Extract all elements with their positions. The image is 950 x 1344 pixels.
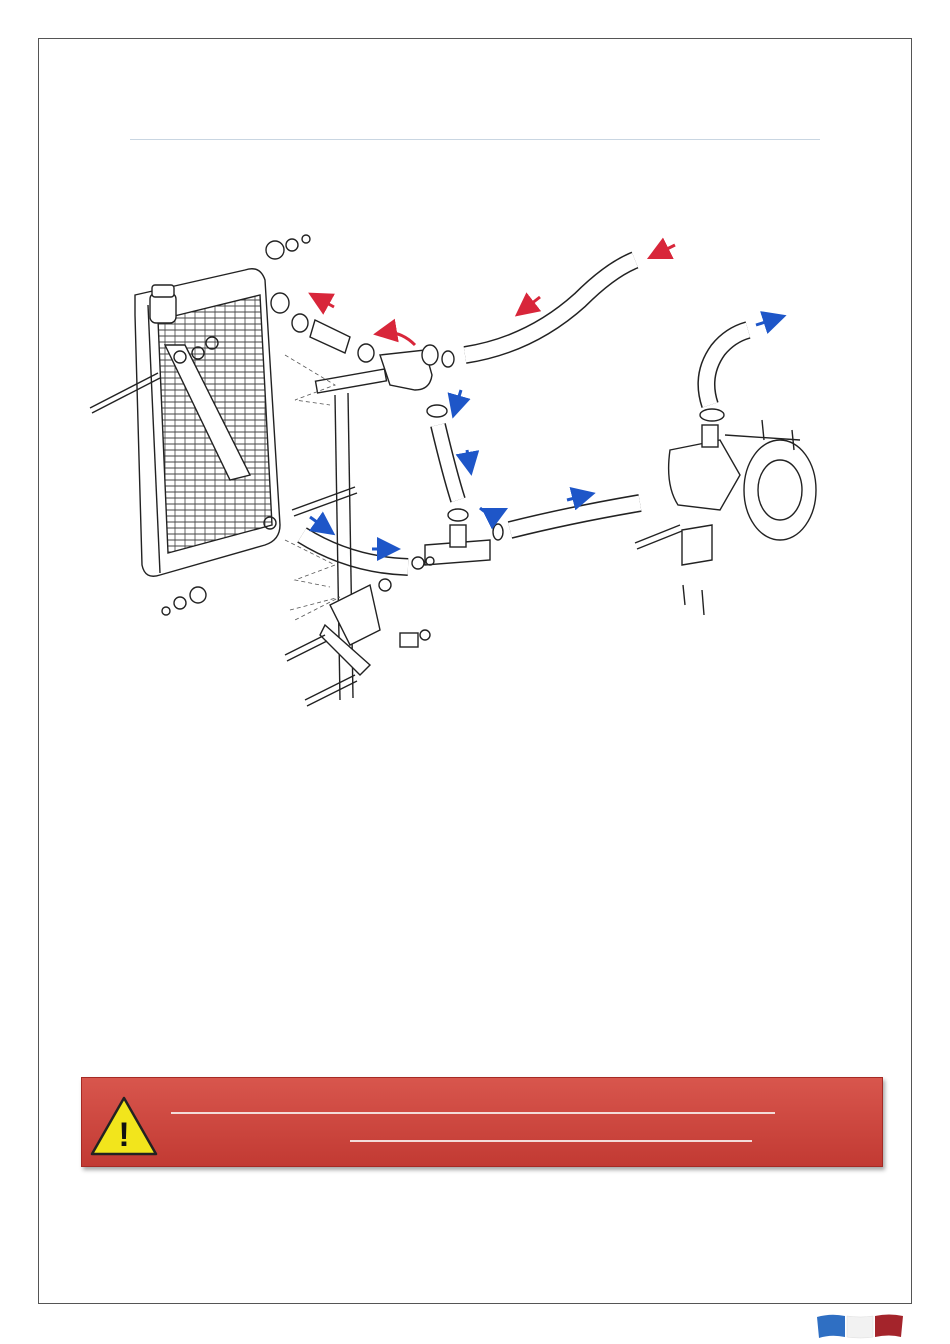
water-pump [635, 420, 816, 615]
thermostat-housing [380, 345, 454, 390]
hot-flow-arrow [522, 297, 540, 311]
warning-text-line [171, 1112, 775, 1114]
hot-flow-arrow [382, 333, 415, 346]
warning-text-line [350, 1140, 752, 1142]
cold-flow-arrow [480, 508, 500, 514]
cold-flow-arrow [467, 450, 470, 467]
cold-flow-arrow [310, 517, 328, 530]
cold-flow-arrow [756, 318, 778, 325]
hot-flow-arrow [316, 297, 334, 307]
french-flag-icon [815, 1313, 905, 1339]
warning-triangle-icon [88, 1094, 160, 1158]
warning-banner [81, 1077, 883, 1167]
warning-symbol: ! [118, 1116, 130, 1154]
cooling-system-diagram [80, 225, 860, 725]
header-rule [130, 139, 820, 140]
hot-flow-arrow [655, 245, 675, 255]
radiator [135, 269, 280, 577]
cold-flow-arrow [455, 390, 461, 410]
cold-flow-arrow [567, 495, 587, 500]
